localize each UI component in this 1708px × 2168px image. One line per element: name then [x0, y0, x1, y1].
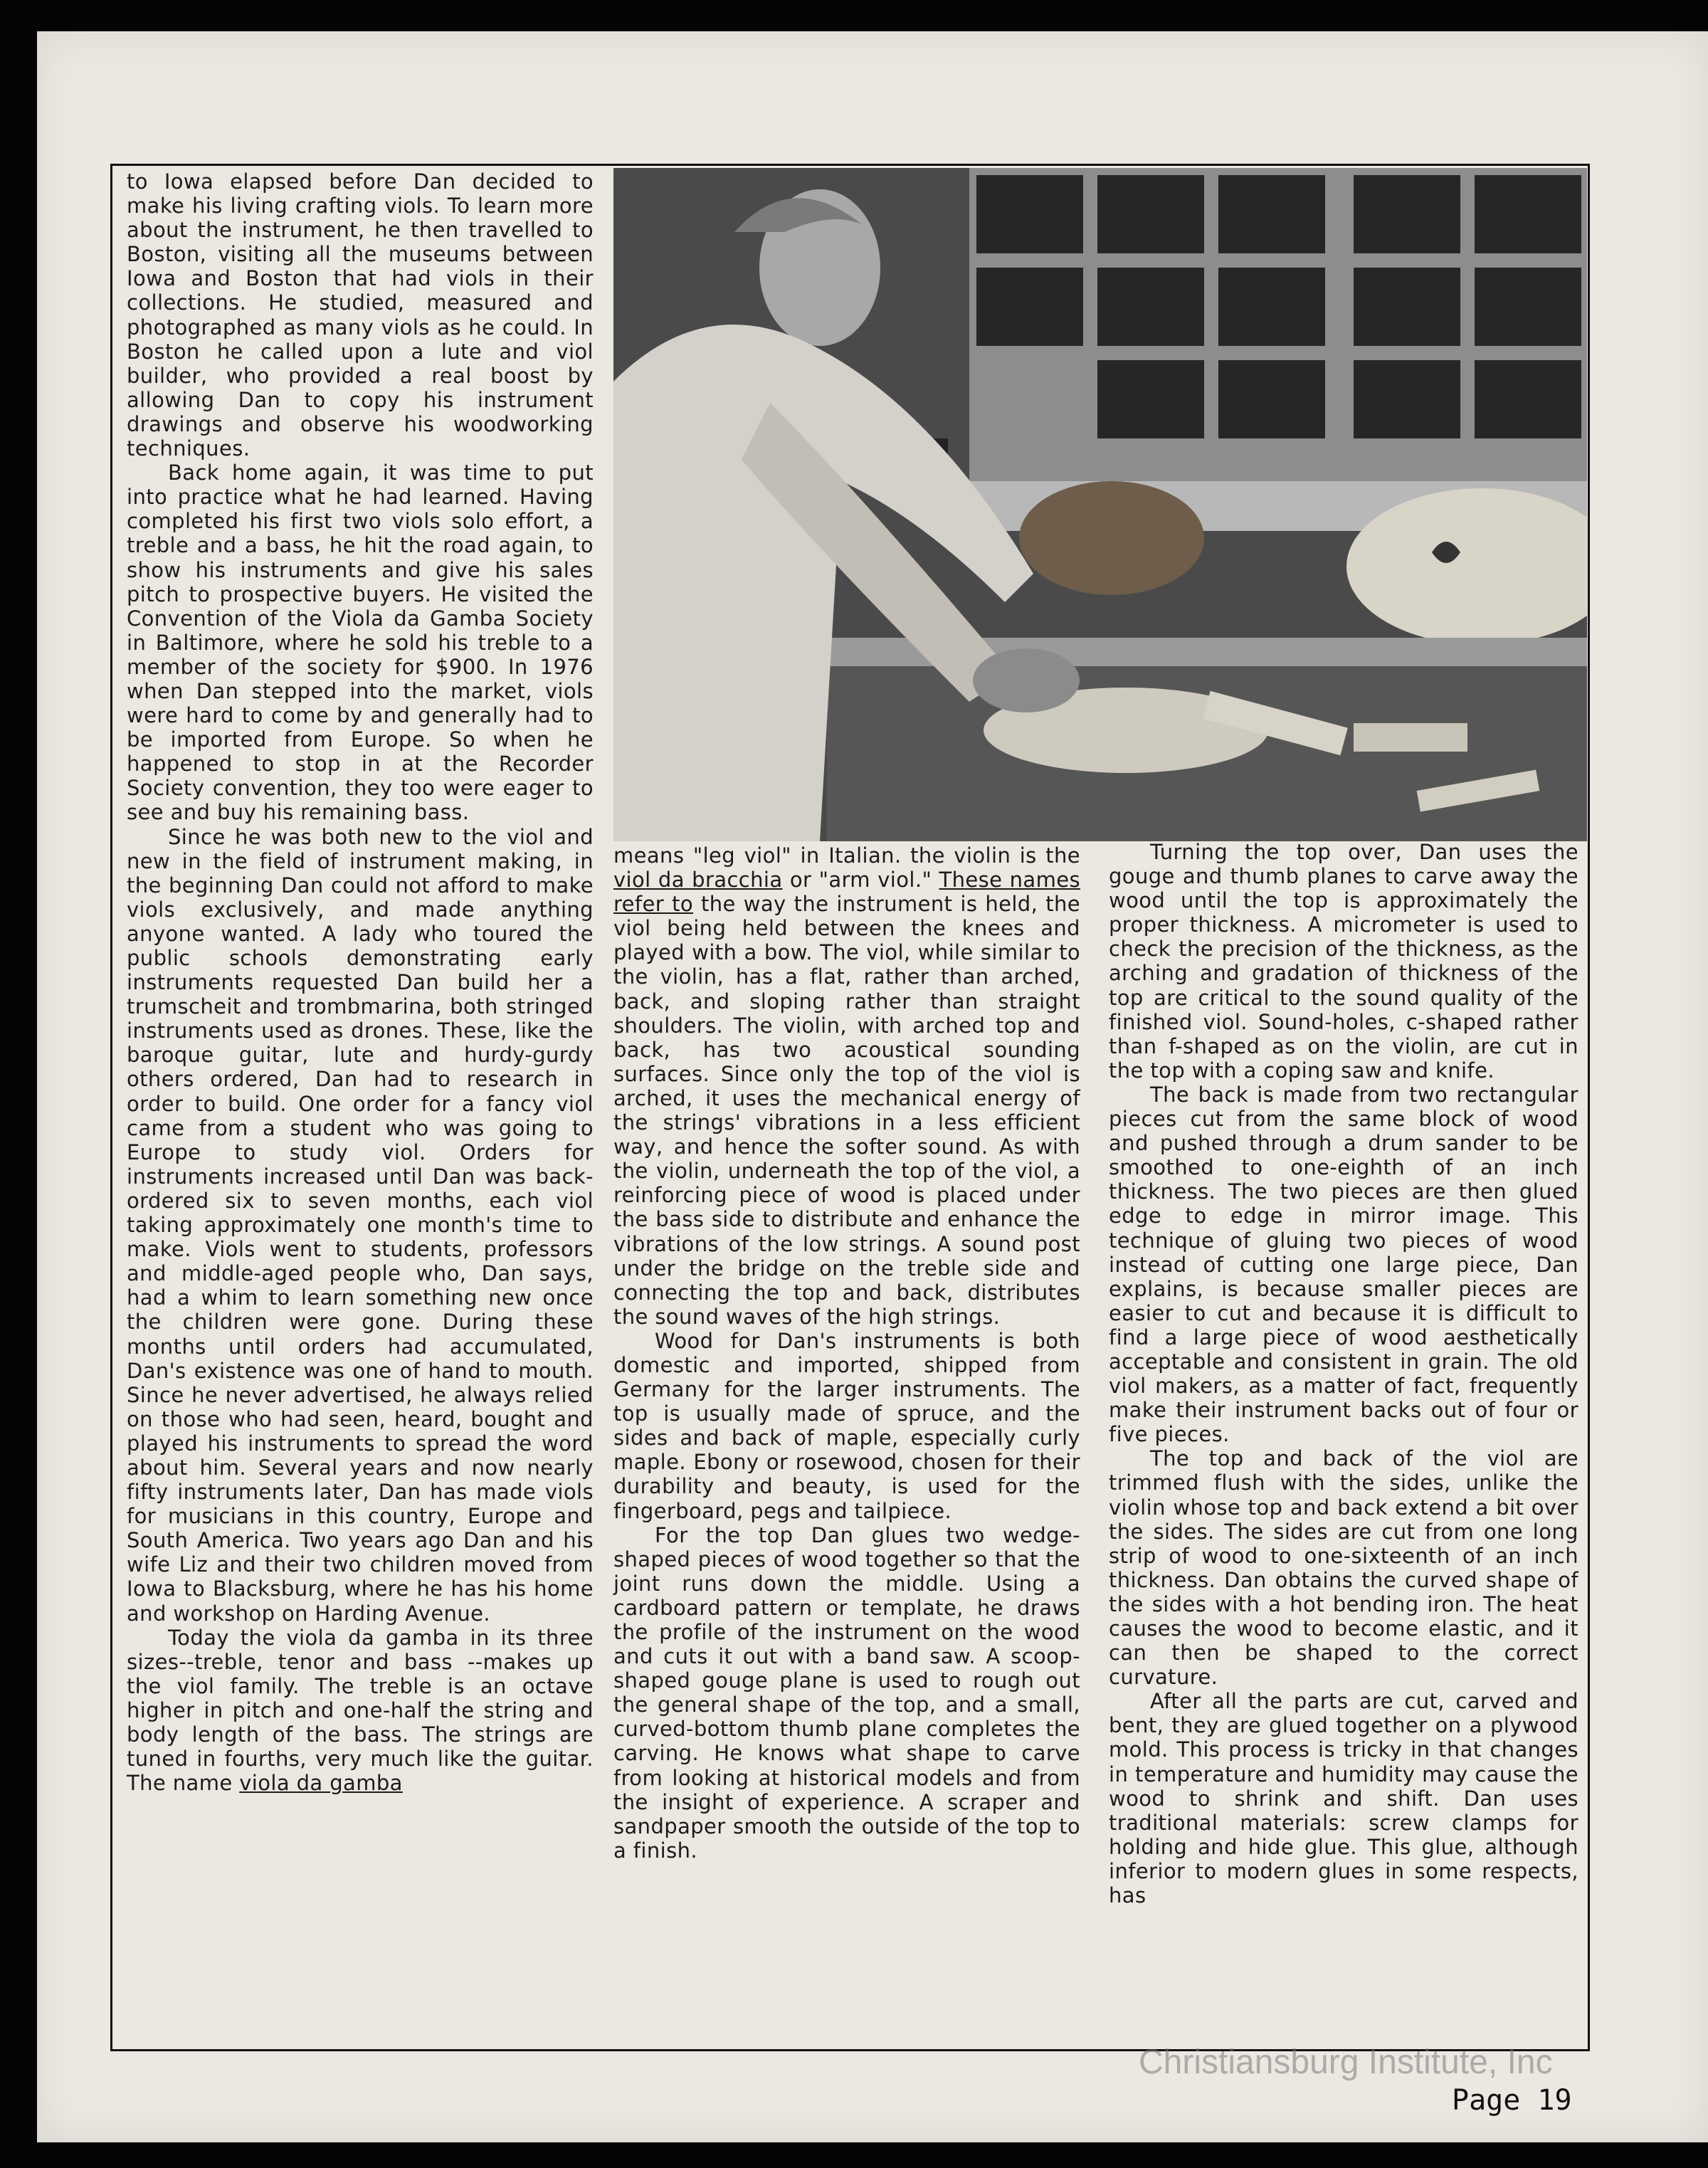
col3-paragraph-3: The top and back of the viol are trimmed flush with the sides, unlike the violin whose top and back extend a bit over the sides. The sides are cut from one long strip of wood to one-sixteenth of an inch thickness. Dan obtains the curved shape of the sides with a hot bending iron. The heat causes the wood to become elastic, and it can then be shaped to the correct curvature.: [1109, 1446, 1578, 1690]
col2-paragraph-3: For the top Dan glues two wedge-shaped pieces of wood together so that the joint runs down the middle. Using a cardboard pattern or template, he draws the profile of the instrument on the wood and cuts it out with a band saw. A scoop-shaped gouge plane is used to rough out the general shape of the top, and a small, curved-bottom thumb plane completes the carving. He knows what shape to carve from looking at historical models and from the insight of experience. A scraper and sandpaper smooth the outside of the top to a finish.: [613, 1522, 1080, 1863]
col2-p1-mid: or "arm viol.": [782, 868, 939, 893]
article-column-1: [127, 169, 594, 2048]
col1-paragraph-4: [127, 1626, 594, 1796]
col3-paragraph-2: The back is made from two rectangular pieces cut from the same block of wood and pushed through a drum sander to be smoothed to one-eighth of an inch thickness. The two pieces are then glued edge to edge in mirror image. This technique of gluing two pieces of wood instead of cutting one large piece, Dan explains, is because smaller pieces are easier to cut and because it is difficult to find a large piece of wood aesthetically acceptable and consistent in grain. The old viol makers, as a matter of fact, frequently make their instrument backs out of four or five pieces.: [1109, 1082, 1578, 1447]
term-viola-da-gamba: viola da gamba: [239, 1771, 403, 1796]
underlined-phrase: These names refer to: [613, 868, 1080, 917]
watermark: Christiansburg Institute, Inc: [1139, 2043, 1553, 2081]
col2-paragraph-2: Wood for Dan's instruments is both domestic and imported, shipped from Germany for the larger instruments. The top is usually made of spruce, and the sides and back of maple, especially curly maple. Ebony or rosewood, chosen for their durability and beauty, is used for the fingerboard, pegs and tailpiece.: [613, 1328, 1080, 1523]
col3-paragraph-4: After all the parts are cut, carved and bent, they are glued together on a plywood mold. This process is tricky in that changes in temperature and humidity may cause the wood to shrink and shift. Dan uses traditional materials: screw clamps for holding and hide glue. This glue, although inferior to modern glues in some respects, has: [1109, 1689, 1578, 1908]
col2-p1-end: the way the instrument is held, the viol being held between the knees and played with a bow. The viol, while similar to the violin, has a flat, rather than arched, back, and sloping rather than straight shoulders. The violin, with arched top and back, has two acoustical sounding surfaces. Since only the top of the viol is arched, it uses the mechanical energy of the strings' vibrations in a less efficient way, and hence the softer sound. As with the violin, underneath the top of the viol, a reinforcing piece of wood is placed under the bass side to distribute and enhance the vibrations of the low strings. A sound post under the bridge on the treble side and connecting the top and back, distributes the sound waves of the high strings.: [613, 892, 1080, 1329]
col1-paragraph-2: Back home again, it was time to put into practice what he had learned. Having completed his first two viols solo effort, a treble and a bass, he hit the road again, to show his instruments and give his sales pitch to prospective buyers. He visited the Convention of the Viola da Gamba Society in Baltimore, where he sold his treble to a member of the society for $900. In 1976 when Dan stepped into the market, viols were hard to come by and generally had to be imported from Europe. So when he happened to stop in at the Recorder Society convention, they too were eager to see and buy his remaining bass.: [127, 461, 594, 825]
article-column-2: [613, 843, 1080, 2046]
col3-paragraph-1: Turning the top over, Dan uses the gouge and thumb planes to carve away the wood until the top is approximately the proper thickness. A micrometer is used to check the precision of the thickness, as the arching and gradation of thickness of the top are critical to the sound quality of the finished viol. Sound-holes, c-shaped rather than f-shaped as on the violin, are cut in the top with a coping saw and knife.: [1109, 840, 1578, 1083]
photo-illustration: [613, 168, 1587, 841]
article-column-3: [1109, 840, 1578, 2050]
term-viol-da-bracchia: viol da bracchia: [613, 868, 783, 893]
col2-paragraph-1: [613, 843, 1080, 1329]
page-number: Page 19: [1452, 2084, 1572, 2117]
workshop-photo: [613, 168, 1587, 841]
col2-p1-start: means "leg viol" in Italian. the violin is the: [613, 843, 1080, 868]
col1-paragraph-1: to Iowa elapsed before Dan decided to make his living crafting viols. To learn more about the instrument, he then travelled to Boston, visiting all the museums between Iowa and Boston that had viols in their collections. He studied, measured and photographed as many viols as he could. In Boston he called upon a lute and viol builder, who provided a real boost by allowing Dan to copy his instrument drawings and observe his woodworking techniques.: [127, 169, 594, 461]
col1-paragraph-4-text: Today the viola da gamba in its three sizes--treble, tenor and bass --makes up the viol family. The treble is an octave higher in pitch and one-half the string and body length of the bass. The strings are tuned in fourths, very much like the guitar. The name: [127, 1625, 594, 1796]
col1-paragraph-3: Since he was both new to the viol and new in the field of instrument making, in the beginning Dan could not afford to make viols exclusively, and made anything anyone wanted. A lady who toured the public schools demonstrating early instruments requested Dan build her a trumscheit and trombmarina, both stringed instruments used as drones. These, like the baroque guitar, lute and hurdy-gurdy others ordered, Dan had to research in order to build. One order for a fancy viol came from a student who was going to Europe to study viol. Orders for instruments increased until Dan was back-ordered six to seven months, each viol taking approximately one month's time to make. Viols went to students, professors and middle-aged people who, Dan says, had a whim to learn something new once the children were gone. During these months until orders had accumulated, Dan's existence was one of hand to mouth. Since he never advertised, he always relied on those who had seen, heard, bought and played his instruments to spread the word about him. Several years and now nearly fifty instruments later, Dan has made viols for musicians in this country, Europe and South America. Two years ago Dan and his wife Liz and their two children moved from Iowa to Blacksburg, where he has his home and workshop on Harding Avenue.: [127, 824, 594, 1626]
